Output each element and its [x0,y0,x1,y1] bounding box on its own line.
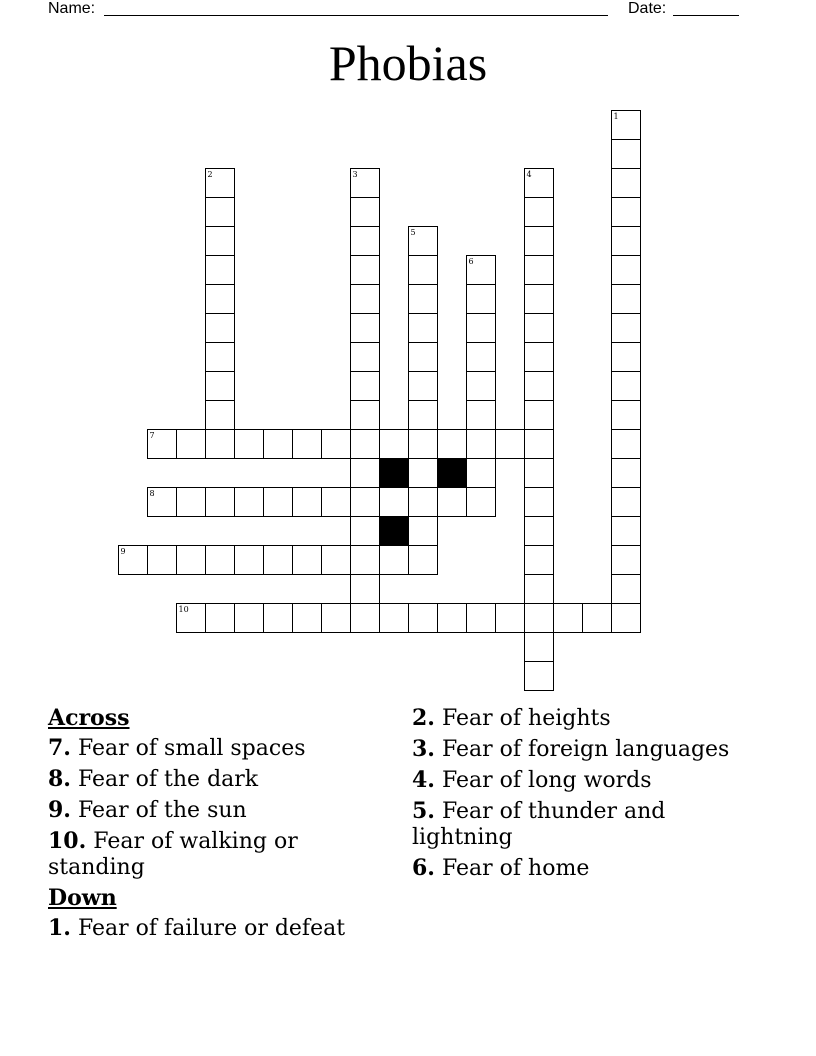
grid-cell[interactable] [351,314,380,343]
date-label: Date: [628,0,667,17]
grid-cell[interactable] [612,198,641,227]
clue-down-4 [412,767,732,794]
grid-black-cell [380,459,409,488]
grid-cell[interactable] [467,604,496,633]
grid-cell[interactable] [351,198,380,227]
grid-cell[interactable] [206,372,235,401]
grid-cell[interactable] [351,546,380,575]
grid-cell[interactable] [409,256,438,285]
grid-cell[interactable] [177,430,206,459]
grid-cell[interactable] [612,401,641,430]
grid-cell[interactable] [525,198,554,227]
grid-cell[interactable] [264,430,293,459]
grid-cell[interactable] [206,198,235,227]
grid-cell[interactable] [235,488,264,517]
clue-text: Fear of foreign languages [434,737,730,762]
grid-cell[interactable] [177,488,206,517]
grid-black-cell [380,517,409,546]
clue-number: 4. [412,767,435,793]
clue-down-2 [412,705,732,732]
clue-number: 3. [412,736,435,762]
cell-number-9: 9 [120,547,126,556]
grid-cell[interactable] [351,285,380,314]
clue-text: Fear of heights [434,706,611,731]
grid-cell[interactable] [612,459,641,488]
grid-cell[interactable] [351,401,380,430]
cell-number-6: 6 [468,257,474,266]
clue-number: 8. [48,766,71,792]
clue-number: 7. [48,735,71,761]
grid-cell[interactable] [612,314,641,343]
grid-cell[interactable] [525,227,554,256]
clue-number: 10. [48,828,87,854]
grid-cell[interactable] [612,488,641,517]
grid-cell[interactable] [525,604,554,633]
grid-cell[interactable] [496,604,525,633]
grid-cell[interactable] [612,604,641,633]
grid-cell[interactable] [264,546,293,575]
cell-number-4: 4 [526,170,532,179]
clue-number: 6. [412,855,435,881]
grid-cell[interactable] [467,285,496,314]
grid-cell[interactable] [293,546,322,575]
grid-cell[interactable] [351,604,380,633]
grid-cell[interactable] [351,488,380,517]
clue-number: 5. [412,798,435,824]
grid-cell[interactable] [612,169,641,198]
grid-cell[interactable] [438,430,467,459]
grid-cell[interactable] [612,372,641,401]
grid-cell[interactable] [264,604,293,633]
grid-cell[interactable] [409,372,438,401]
cell-number-1: 1 [613,112,619,121]
puzzle-title: Phobias [328,35,488,91]
grid-cell[interactable] [612,430,641,459]
grid-cell[interactable] [409,343,438,372]
grid-cell[interactable] [467,459,496,488]
grid-cell[interactable] [525,488,554,517]
grid-cell[interactable] [409,430,438,459]
clue-down-3 [412,736,732,763]
grid-cell[interactable] [235,430,264,459]
grid-cell[interactable] [525,430,554,459]
grid-cell[interactable] [612,285,641,314]
grid-cell[interactable] [496,430,525,459]
grid-cell[interactable] [438,604,467,633]
grid-cell[interactable] [380,488,409,517]
grid-cell[interactable] [467,430,496,459]
grid-cell[interactable] [264,488,293,517]
grid-cell[interactable] [525,256,554,285]
cell-number-8: 8 [149,489,155,498]
grid-cell[interactable] [322,604,351,633]
clue-down-6 [412,855,732,882]
grid-cell[interactable] [351,430,380,459]
grid-cell[interactable] [206,314,235,343]
grid-cell[interactable] [612,343,641,372]
clues-column-right [412,705,732,886]
grid-cell[interactable] [177,546,206,575]
cell-number-3: 3 [352,170,358,179]
grid-cell[interactable] [525,285,554,314]
grid-cell[interactable] [525,575,554,604]
clue-number: 9. [48,797,71,823]
grid-cell[interactable] [235,546,264,575]
grid-cell[interactable] [525,343,554,372]
grid-cell[interactable] [467,401,496,430]
cell-number-2: 2 [207,170,213,179]
clue-across-9 [48,797,378,824]
clue-text: Fear of thunder and lightning [412,799,666,850]
grid-cell[interactable] [206,488,235,517]
grid-cell[interactable] [409,285,438,314]
clue-down-1 [48,915,378,942]
grid-cell[interactable] [206,227,235,256]
grid-cell[interactable] [206,546,235,575]
grid-cell[interactable] [409,546,438,575]
grid-cell[interactable] [380,546,409,575]
grid-cell[interactable] [438,488,467,517]
grid-cell[interactable] [380,430,409,459]
grid-cell[interactable] [612,517,641,546]
clue-text: Fear of home [434,856,590,881]
clue-text: Fear of long words [434,768,652,793]
grid-cell[interactable] [409,401,438,430]
grid-cell[interactable] [351,459,380,488]
grid-cell[interactable] [206,256,235,285]
down-heading: Down [48,885,117,911]
grid-cell[interactable] [612,227,641,256]
clue-text: Fear of the sun [70,798,247,823]
grid-cell[interactable] [525,546,554,575]
cell-number-5: 5 [410,228,416,237]
name-label: Name: [48,0,96,17]
clue-down-5 [412,798,732,851]
grid-cell[interactable] [467,343,496,372]
grid-cell[interactable] [206,285,235,314]
grid-cell[interactable] [583,604,612,633]
grid-cell[interactable] [409,488,438,517]
grid-cell[interactable] [351,372,380,401]
cell-number-7: 7 [149,431,155,440]
grid-cell[interactable] [206,430,235,459]
grid-cell[interactable] [525,662,554,691]
clue-across-8 [48,766,378,793]
cell-number-10: 10 [178,605,189,614]
grid-cell[interactable] [351,227,380,256]
grid-cell[interactable] [525,314,554,343]
grid-cell[interactable] [409,314,438,343]
clue-text: Fear of walking or standing [48,829,298,880]
grid-cell[interactable] [612,140,641,169]
clue-text: Fear of the dark [70,767,259,792]
clues-column-left [48,705,378,946]
grid-black-cell [438,459,467,488]
grid-cell[interactable] [525,401,554,430]
grid-cell[interactable] [235,604,264,633]
grid-cell[interactable] [525,633,554,662]
clue-text: Fear of failure or defeat [70,916,346,941]
grid-cell[interactable] [409,459,438,488]
grid-cell[interactable] [351,256,380,285]
grid-cell[interactable] [293,604,322,633]
clue-across-10 [48,828,378,881]
grid-cell[interactable] [293,430,322,459]
grid-cell[interactable] [206,343,235,372]
grid-cell[interactable] [322,488,351,517]
grid-cell[interactable] [612,575,641,604]
grid-cell[interactable] [525,372,554,401]
clue-text: Fear of small spaces [70,736,306,761]
grid-cell[interactable] [612,256,641,285]
grid-cell[interactable] [409,604,438,633]
grid-cell[interactable] [380,604,409,633]
grid-cell[interactable] [322,546,351,575]
clue-number: 2. [412,705,435,731]
grid-cell[interactable] [351,343,380,372]
grid-cell[interactable] [322,430,351,459]
grid-cell[interactable] [293,488,322,517]
grid-cell[interactable] [351,517,380,546]
grid-cell[interactable] [409,517,438,546]
grid-cell[interactable] [525,459,554,488]
grid-cell[interactable] [612,546,641,575]
grid-cell[interactable] [554,604,583,633]
grid-cell[interactable] [351,575,380,604]
grid-cell[interactable] [206,401,235,430]
grid-cell[interactable] [467,314,496,343]
clue-across-7 [48,735,378,762]
grid-cell[interactable] [206,604,235,633]
across-heading: Across [48,705,130,731]
grid-cell[interactable] [467,488,496,517]
grid-cell[interactable] [467,372,496,401]
clue-number: 1. [48,915,71,941]
grid-cell[interactable] [148,546,177,575]
grid-cell[interactable] [525,517,554,546]
